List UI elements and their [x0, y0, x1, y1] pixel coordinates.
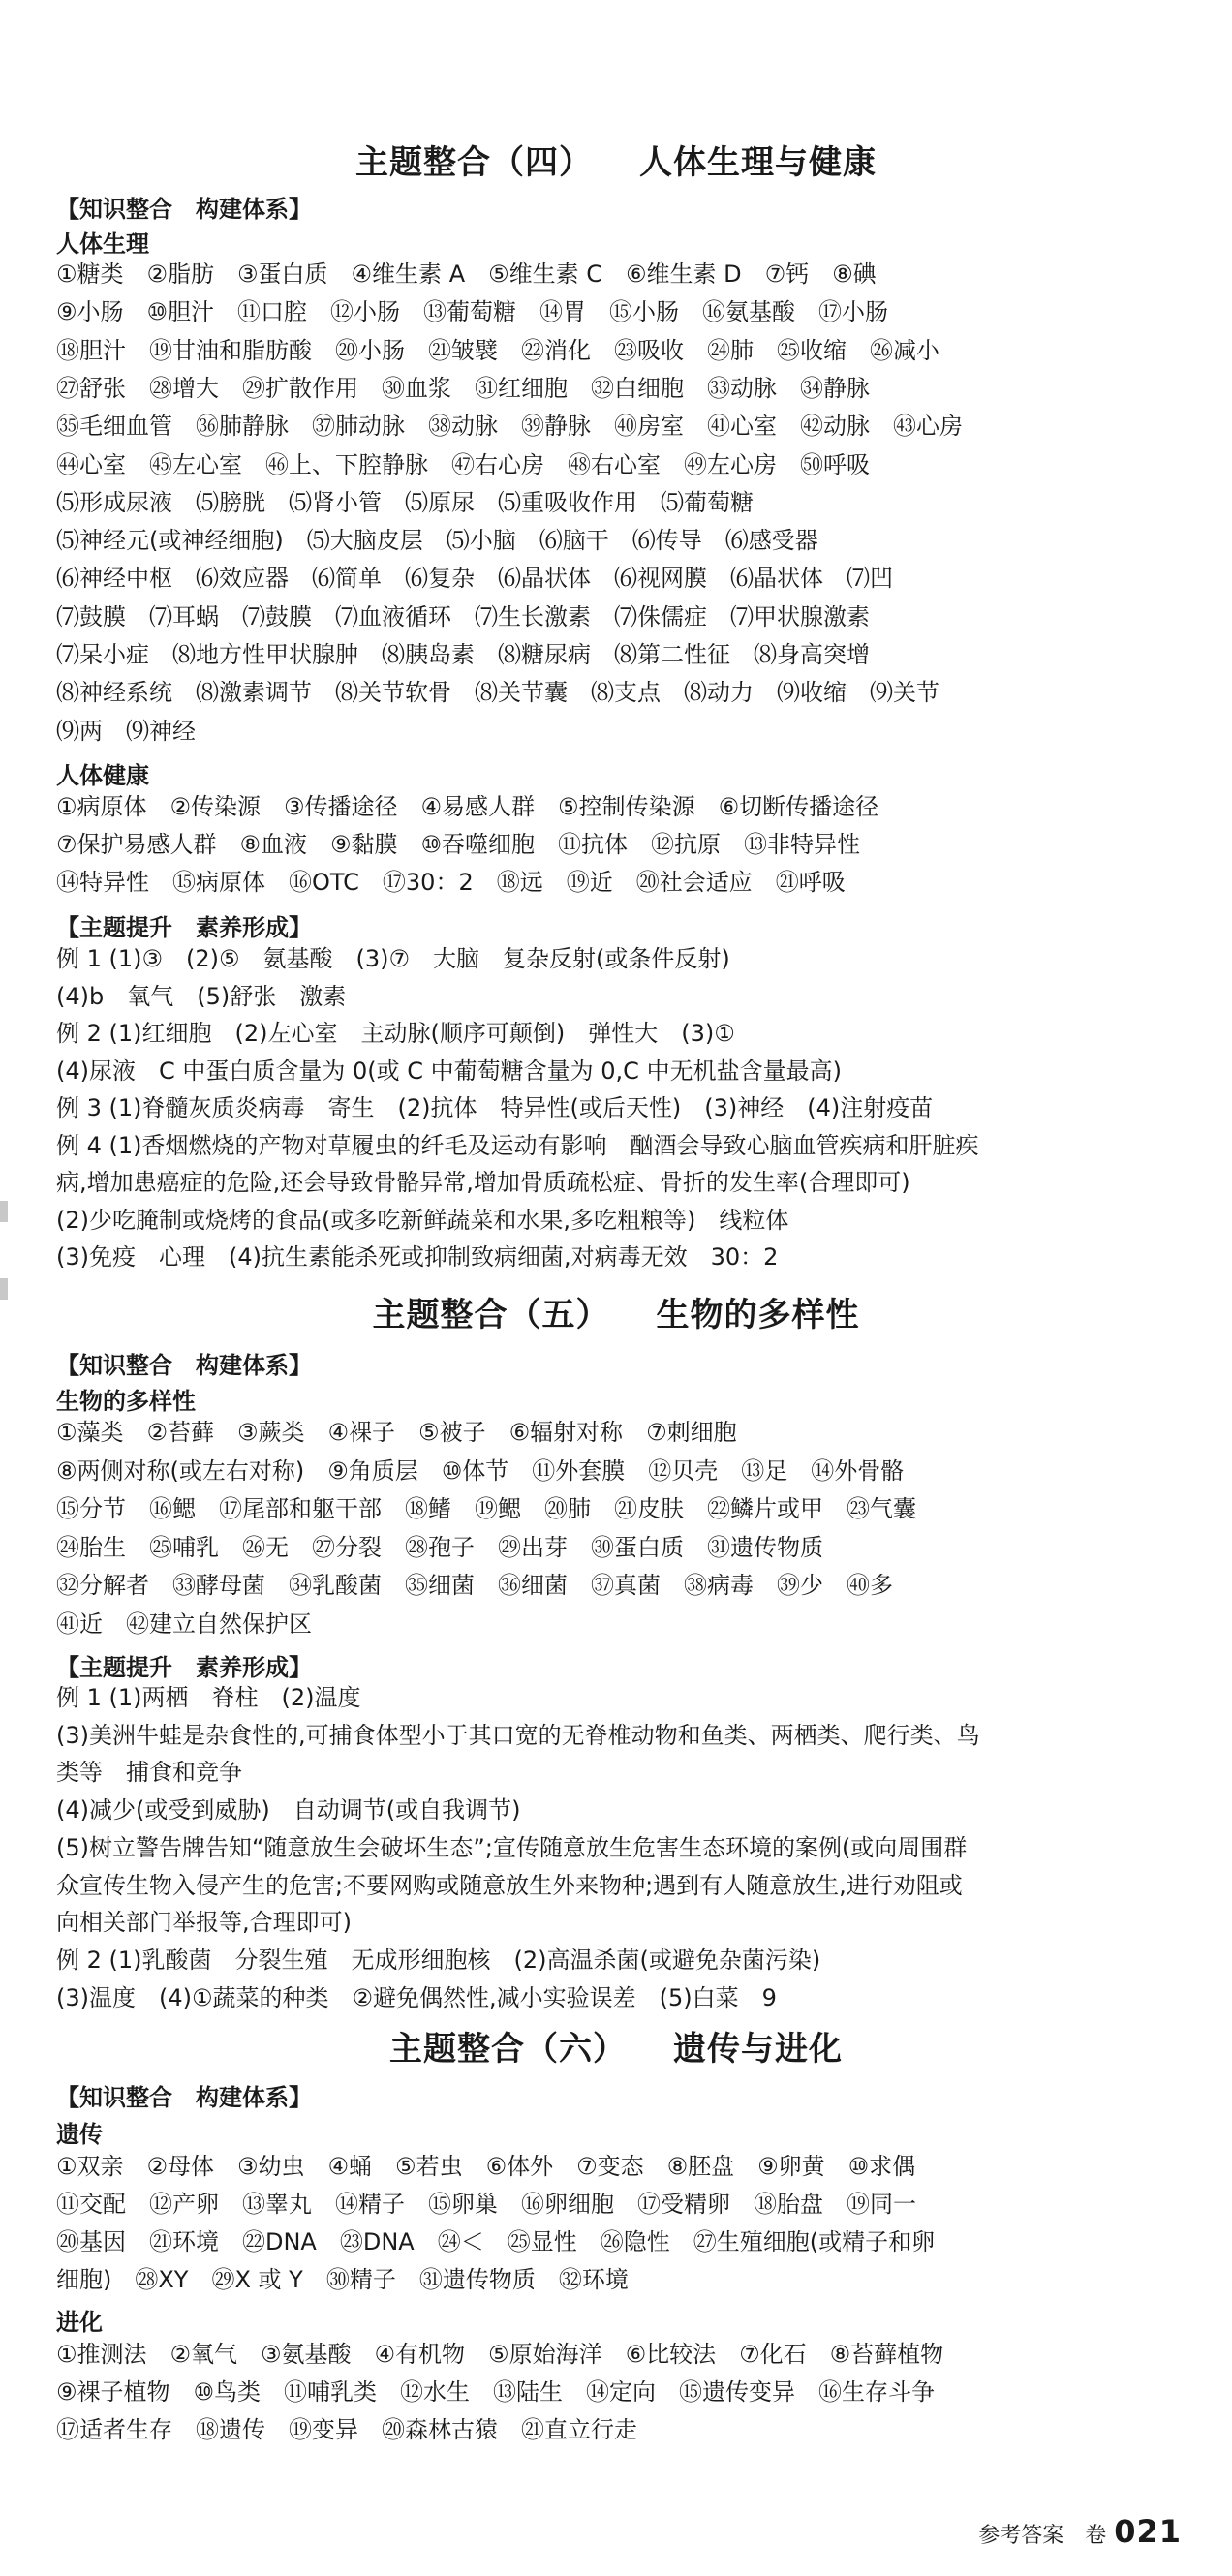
- answer-line: ⑳基因 ㉑环境 ㉒DNA ㉓DNA ㉔＜ ㉕显性 ㉖隐性 ㉗生殖细胞(或精子和卵: [56, 2228, 936, 2255]
- page-number: 021: [1114, 2513, 1182, 2550]
- answer-line: ㉗舒张 ㉘增大 ㉙扩散作用 ㉚血浆 ㉛红细胞 ㉜白细胞 ㉝动脉 ㉞静脉: [56, 374, 870, 402]
- answer-line: ①藻类 ②苔藓 ③蕨类 ④裸子 ⑤被子 ⑥辐射对称 ⑦刺细胞: [56, 1419, 737, 1446]
- example-line: 例 2 (1)红细胞 (2)左心室 主动脉(顺序可颠倒) 弹性大 (3)①: [56, 1020, 735, 1047]
- answer-line: ①糖类 ②脂肪 ③蛋白质 ④维生素 A ⑤维生素 C ⑥维生素 D ⑦钙 ⑧碘: [56, 261, 877, 288]
- answer-line: ⑧两侧对称(或左右对称) ⑨角质层 ⑩体节 ⑪外套膜 ⑫贝壳 ⑬足 ⑭外骨骼: [56, 1457, 905, 1485]
- answer-line: ⑨小肠 ⑩胆汁 ⑪口腔 ⑫小肠 ⑬葡萄糖 ⑭胃 ⑮小肠 ⑯氨基酸 ⑰小肠: [56, 298, 889, 326]
- section4-knowledge-heading: 【知识整合 构建体系】: [56, 196, 312, 223]
- page-footer: [978, 2513, 1182, 2550]
- example-line: 类等 捕食和竞争: [56, 1759, 242, 1787]
- section6-title: 主题整合（六） 遗传与进化: [389, 2030, 843, 2069]
- answer-line: ⑱胆汁 ⑲甘油和脂肪酸 ⑳小肠 ㉑皱襞 ㉒消化 ㉓吸收 ㉔肺 ㉕收缩 ㉖减小: [56, 336, 939, 364]
- answer-line: ⑺呆小症 ⑻地方性甲状腺肿 ⑻胰岛素 ⑻糖尿病 ⑻第二性征 ⑻身高突增: [56, 641, 870, 668]
- example-line: (4)尿液 C 中蛋白质含量为 0(或 C 中葡萄糖含量为 0,C 中无机盐含量最高): [56, 1057, 842, 1085]
- answer-line: ⑭特异性 ⑮病原体 ⑯OTC ⑰30：2 ⑱远 ⑲近 ⑳社会适应 ㉑呼吸: [56, 869, 846, 896]
- answer-line: ⑻神经系统 ⑻激素调节 ⑻关节软骨 ⑻关节囊 ⑻支点 ⑻动力 ⑼收缩 ⑼关节: [56, 679, 939, 707]
- example-line: 众宣传生物入侵产生的危害;不要网购或随意放生外来物种;遇到有人随意放生,进行劝阻或: [56, 1871, 963, 1899]
- diversity-heading: 生物的多样性: [56, 1388, 196, 1415]
- answer-line: ㉔胎生 ㉕哺乳 ㉖无 ㉗分裂 ㉘孢子 ㉙出芽 ㉚蛋白质 ㉛遗传物质: [56, 1533, 823, 1561]
- answer-line: ⑹神经中枢 ⑹效应器 ⑹简单 ⑹复杂 ⑹晶状体 ⑹视网膜 ⑹晶状体 ⑺凹: [56, 565, 893, 593]
- heredity-heading: 遗传: [56, 2121, 103, 2148]
- example-line: (4)b 氧气 (5)舒张 激素: [56, 982, 347, 1010]
- answer-line: ⑺鼓膜 ⑺耳蜗 ⑺鼓膜 ⑺血液循环 ⑺生长激素 ⑺侏儒症 ⑺甲状腺激素: [56, 602, 870, 630]
- answer-line: ⑮分节 ⑯鳃 ⑰尾部和躯干部 ⑱鳍 ⑲鳃 ⑳肺 ㉑皮肤 ㉒鳞片或甲 ㉓气囊: [56, 1495, 916, 1522]
- section4-promote-heading: 【主题提升 素养形成】: [56, 914, 312, 941]
- answer-line: ㉟毛细血管 ㊱肺静脉 ㊲肺动脉 ㊳动脉 ㊴静脉 ㊵房室 ㊶心室 ㊷动脉 ㊸心房: [56, 413, 963, 441]
- example-line: 例 3 (1)脊髓灰质炎病毒 寄生 (2)抗体 特异性(或后天性) (3)神经 (4)注射疫苗: [56, 1094, 934, 1121]
- example-line: 病,增加患癌症的危险,还会导致骨骼异常,增加骨质疏松症、骨折的发生率(合理即可): [56, 1169, 910, 1196]
- example-line: (2)少吃腌制或烧烤的食品(或多吃新鲜蔬菜和水果,多吃粗粮等) 线粒体: [56, 1206, 789, 1234]
- example-line: 向相关部门举报等,合理即可): [56, 1909, 352, 1937]
- footer-label: 参考答案 卷: [978, 2524, 1107, 2548]
- answer-line: ㊹心室 ㊺左心室 ㊻上、下腔静脉 ㊼右心房 ㊽右心室 ㊾左心房 ㊿呼吸: [56, 450, 870, 478]
- section5-promote-heading: 【主题提升 素养形成】: [56, 1654, 312, 1681]
- example-line: (3)温度 (4)①蔬菜的种类 ②避免偶然性,减小实验误差 (5)白菜 9: [56, 1983, 777, 2011]
- binding-edge-mark: [0, 1201, 8, 1222]
- example-line: (4)减少(或受到威胁) 自动调节(或自我调节): [56, 1796, 521, 1825]
- answer-line: ⑦保护易感人群 ⑧血液 ⑨黏膜 ⑩吞噬细胞 ⑪抗体 ⑫抗原 ⑬非特异性: [56, 831, 861, 858]
- example-line: 例 4 (1)香烟燃烧的产物对草履虫的纤毛及运动有影响 酗酒会导致心脑血管疾病和肝脏疾: [56, 1131, 979, 1159]
- answer-line: ⑼两 ⑼神经: [56, 717, 196, 745]
- answer-line: ⑸形成尿液 ⑸膀胱 ⑸肾小管 ⑸原尿 ⑸重吸收作用 ⑸葡萄糖: [56, 488, 754, 516]
- evolution-heading: 进化: [56, 2309, 103, 2336]
- answer-line: ⑸神经元(或神经细胞) ⑸大脑皮层 ⑸小脑 ⑹脑干 ⑹传导 ⑹感受器: [56, 527, 818, 555]
- section5-title: 主题整合（五） 生物的多样性: [372, 1296, 860, 1334]
- physiology-heading: 人体生理: [56, 230, 149, 258]
- answer-line: ⑨裸子植物 ⑩鸟类 ⑪哺乳类 ⑫水生 ⑬陆生 ⑭定向 ⑮遗传变异 ⑯生存斗争: [56, 2378, 936, 2406]
- answer-line: ㊶近 ㊷建立自然保护区: [56, 1610, 312, 1638]
- example-line: 例 2 (1)乳酸菌 分裂生殖 无成形细胞核 (2)高温杀菌(或避免杂菌污染): [56, 1946, 821, 1974]
- example-line: (3)美洲牛蛙是杂食性的,可捕食体型小于其口宽的无脊椎动物和鱼类、两栖类、爬行类、鸟: [56, 1721, 980, 1749]
- example-line: 例 1 (1)两栖 脊柱 (2)温度: [56, 1684, 361, 1711]
- section4-title: 主题整合（四） 人体生理与健康: [355, 143, 877, 182]
- section5-knowledge-heading: 【知识整合 构建体系】: [56, 1352, 312, 1379]
- answer-line: ㉜分解者 ㉝酵母菌 ㉞乳酸菌 ㉟细菌 ㊱细菌 ㊲真菌 ㊳病毒 ㊴少 ㊵多: [56, 1572, 893, 1599]
- section6-knowledge-heading: 【知识整合 构建体系】: [56, 2084, 312, 2111]
- example-line: (3)免疫 心理 (4)抗生素能杀死或抑制致病细菌,对病毒无效 30：2: [56, 1243, 779, 1271]
- health-heading: 人体健康: [56, 762, 149, 789]
- answer-line: ⑰适者生存 ⑱遗传 ⑲变异 ⑳森林古猿 ㉑直立行走: [56, 2416, 637, 2443]
- example-line: (5)树立警告牌告知“随意放生会破坏生态”;宣传随意放生危害生态环境的案例(或向周围群: [56, 1833, 968, 1861]
- answer-line: ①推测法 ②氧气 ③氨基酸 ④有机物 ⑤原始海洋 ⑥比较法 ⑦化石 ⑧苔藓植物: [56, 2341, 944, 2368]
- answer-line: ①病原体 ②传染源 ③传播途径 ④易感人群 ⑤控制传染源 ⑥切断传播途径: [56, 793, 879, 820]
- answer-line: 细胞) ㉘XY ㉙X 或 Y ㉚精子 ㉛遗传物质 ㉜环境: [56, 2266, 629, 2293]
- example-line: 例 1 (1)③ (2)⑤ 氨基酸 (3)⑦ 大脑 复杂反射(或条件反射): [56, 945, 730, 972]
- binding-edge-mark: [0, 1278, 8, 1300]
- answer-line: ⑪交配 ⑫产卵 ⑬睾丸 ⑭精子 ⑮卵巢 ⑯卵细胞 ⑰受精卵 ⑱胎盘 ⑲同一: [56, 2191, 916, 2218]
- answer-line: ①双亲 ②母体 ③幼虫 ④蛹 ⑤若虫 ⑥体外 ⑦变态 ⑧胚盘 ⑨卵黄 ⑩求偶: [56, 2153, 916, 2180]
